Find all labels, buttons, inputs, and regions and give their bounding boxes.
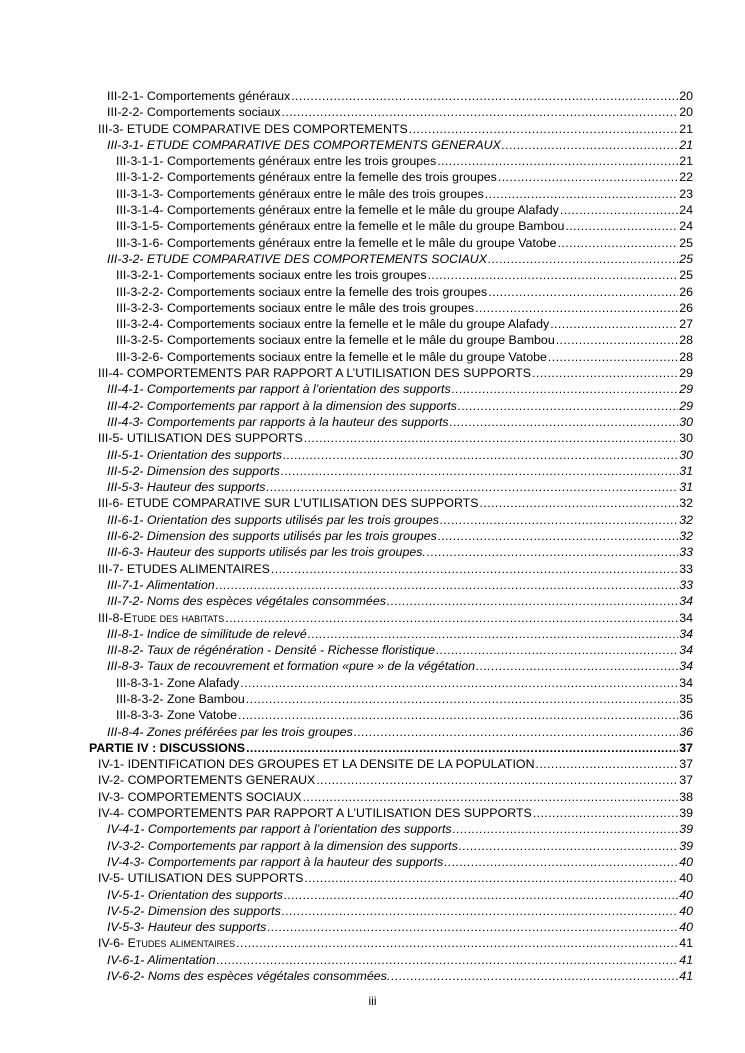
dot-leader [291, 88, 693, 104]
toc-entry-title: III-2-2- Comportements sociaux [107, 105, 281, 120]
toc-entry[interactable] [0, 561, 745, 577]
dot-leader [236, 935, 693, 951]
toc-entry-title: III-8-Etude des habitats [98, 610, 225, 625]
dot-leader [387, 593, 693, 609]
toc-entry[interactable] [0, 512, 745, 528]
toc-entry-page: 39 [679, 822, 693, 837]
dot-leader [271, 561, 693, 577]
toc-entry[interactable] [0, 919, 745, 935]
dot-leader [532, 365, 693, 381]
toc-entry-title: IV-3- COMPORTEMENTS SOCIAUX [98, 789, 302, 804]
toc-entry[interactable] [0, 838, 745, 854]
toc-entry[interactable] [0, 316, 745, 332]
toc-entry[interactable] [0, 218, 745, 234]
toc-entry-title: III-3-1-4- Comportements généraux entre la femelle et le mâle du groupe Alafady [116, 203, 559, 218]
toc-entry-page: 34 [679, 675, 693, 690]
toc-entry-page: 21 [679, 137, 693, 152]
toc-entry-page: 35 [679, 691, 693, 706]
dot-leader [560, 202, 693, 218]
toc-entry-title: III-8-3-1- Zone Alafady [116, 675, 240, 690]
dot-leader [444, 854, 693, 870]
toc-entry-page: 26 [679, 284, 693, 299]
toc-entry[interactable] [0, 724, 745, 740]
dot-leader [440, 512, 693, 528]
toc-entry-page: 23 [679, 186, 693, 201]
toc-entry[interactable] [0, 789, 745, 805]
toc-entry-title: III-4-1- Comportements par rapport à l’orientation des supports [107, 382, 451, 397]
toc-entry-title: III-7-2- Noms des espèces végétales consommées [107, 594, 386, 609]
toc-entry[interactable] [0, 463, 745, 479]
toc-entry-page: 40 [679, 887, 693, 902]
toc-entry[interactable] [0, 675, 745, 691]
toc-entry-page: 27 [679, 317, 693, 332]
toc-entry-page: 41 [679, 969, 693, 984]
toc-entry[interactable] [0, 577, 745, 593]
toc-entry-title: III-3-2-2- Comportements sociaux entre la femelle des trois groupes [116, 284, 488, 299]
toc-entry-title: III-8-3- Taux de recouvrement et formation «pure » de la végétation [107, 659, 476, 674]
toc-entry-page: 40 [679, 920, 693, 935]
toc-entry[interactable] [0, 479, 745, 495]
toc-entry-title: III-5-1- Orientation des supports [107, 447, 282, 462]
dot-leader [438, 528, 693, 544]
toc-entry-page: 34 [679, 643, 693, 658]
toc-entry-title: III-2-1- Comportements généraux [107, 89, 291, 103]
toc-entry-title: III-6-3- Hauteur des supports utilisés par les trois groupes. [107, 545, 426, 560]
toc-entry-page: 20 [679, 105, 693, 120]
toc-entry-page: 20 [679, 89, 693, 103]
dot-leader [556, 332, 693, 348]
dot-leader [304, 430, 693, 446]
dot-leader [488, 251, 693, 267]
toc-entry-title: III-3-2- ETUDE COMPARATIVE DES COMPORTEMENTS SOCIAUX [107, 251, 488, 266]
toc-entry-title: III-3-1-5- Comportements généraux entre la femelle et le mâle du groupe Bambou [116, 219, 565, 234]
toc-entry-title: IV-5-2- Dimension des supports [107, 903, 281, 918]
toc-entry-page: 33 [679, 545, 693, 560]
toc-entry[interactable] [0, 349, 745, 365]
toc-entry-title: IV-1- IDENTIFICATION DES GROUPES ET LA DENSITE DE LA POPULATION [98, 757, 535, 772]
toc-entry-title: III-6-1- Orientation des supports utilisés par les trois groupes [107, 512, 439, 527]
dot-leader [316, 772, 693, 788]
dot-leader [536, 756, 693, 772]
dot-leader [488, 284, 693, 300]
toc-entry-page: 32 [679, 529, 693, 544]
toc-entry-page: 32 [679, 512, 693, 527]
dot-leader [246, 691, 693, 707]
toc-entry-title: III-3-1-3- Comportements généraux entre le mâle des trois groupes [116, 186, 484, 201]
dot-leader [216, 577, 693, 593]
toc-entry-title: III-4- COMPORTEMENTS PAR RAPPORT A L’UTILISATION DES SUPPORTS [98, 366, 532, 381]
toc-entry-title: III-8-1- Indice de similitude de relevé [107, 626, 307, 641]
toc-entry-page: 25 [679, 251, 693, 266]
toc-entry-title: IV-4-3- Comportements par rapport à la hauteur des supports [107, 854, 444, 869]
toc-entry[interactable] [0, 381, 745, 397]
toc-entry-title: IV-2- COMPORTEMENTS GENERAUX [98, 773, 316, 788]
toc-entry-page: 24 [679, 219, 693, 234]
toc-entry-title: III-5-2- Dimension des supports [107, 463, 280, 478]
toc-entry-title: III-3-2-3- Comportements sociaux entre le mâle des trois groupes [116, 300, 475, 315]
dot-leader [428, 267, 693, 283]
toc-entry-page: 37 [679, 740, 693, 755]
dot-leader [480, 495, 693, 511]
toc-entry[interactable] [0, 772, 745, 788]
toc-entry-page: 37 [679, 757, 693, 772]
dot-leader [453, 821, 693, 837]
dot-leader [217, 952, 693, 968]
toc-entry[interactable] [0, 658, 745, 674]
toc-entry-page: 24 [679, 203, 693, 218]
toc-entry-page: 25 [679, 268, 693, 283]
toc-entry[interactable] [0, 365, 745, 381]
toc-entry-title: III-7-1- Alimentation [107, 577, 215, 592]
toc-entry-page: 40 [679, 854, 693, 869]
toc-entry-title: IV-5-1- Orientation des supports [107, 887, 283, 902]
toc-entry[interactable] [0, 447, 745, 463]
toc-entry-page: 29 [679, 398, 693, 413]
toc-entry-title: III-3-1-1- Comportements généraux entre les trois groupes [116, 154, 437, 169]
toc-entry-title: III-3-2-5- Comportements sociaux entre la femelle et le mâle du groupe Bambou [116, 333, 555, 348]
toc-entry-page: 32 [679, 496, 693, 511]
toc-entry[interactable] [0, 104, 745, 120]
toc-entry[interactable] [0, 300, 745, 316]
toc-entry-title: III-8-3-2- Zone Bambou [116, 691, 245, 706]
dot-leader [533, 805, 693, 821]
dot-leader [436, 642, 693, 658]
toc-entry-title: IV-6- Etudes alimentaires [98, 936, 236, 951]
toc-entry-title: III-8-3-3- Zone Vatobe [116, 708, 237, 723]
toc-entry-title: IV-3-2- Comportements par rapport à la dimension des supports [107, 838, 458, 853]
dot-leader [550, 316, 693, 332]
toc-entry-title: III-4-2- Comportements par rapport à la dimension des supports [107, 398, 457, 413]
toc-entry-page: 40 [679, 871, 693, 886]
toc-entry[interactable] [0, 887, 745, 903]
toc-entry-page: 37 [679, 773, 693, 788]
dot-leader [281, 463, 693, 479]
dot-leader [502, 137, 693, 153]
toc-entry-title: III-3-2-4- Comportements sociaux entre la femelle et le mâle du groupe Alafady [116, 317, 550, 332]
dot-leader [282, 104, 693, 120]
dot-leader [452, 381, 693, 397]
dot-leader [308, 626, 693, 642]
dot-leader [498, 169, 693, 185]
table-of-contents [0, 88, 745, 984]
dot-leader [476, 658, 693, 674]
page-number: iii [368, 994, 377, 1008]
dot-leader [450, 414, 693, 430]
dot-leader [548, 349, 693, 365]
toc-entry-title: III-3-1-2- Comportements généraux entre la femelle des trois groupes [116, 170, 497, 185]
toc-entry[interactable] [0, 169, 745, 185]
toc-entry-title: III-3-2-1- Comportements sociaux entre les trois groupes [116, 268, 427, 283]
toc-entry-title: III-4-3- Comportements par rapports à la hauteur des supports [107, 414, 449, 429]
dot-leader [266, 479, 693, 495]
toc-entry[interactable] [0, 952, 745, 968]
dot-leader [282, 903, 693, 919]
dot-leader [354, 724, 693, 740]
toc-entry[interactable] [0, 707, 745, 723]
toc-entry[interactable] [0, 870, 745, 886]
toc-entry[interactable] [0, 284, 745, 300]
toc-entry-page: 39 [679, 806, 693, 821]
toc-entry[interactable] [0, 430, 745, 446]
toc-entry-title: III-8-4- Zones préférées par les trois groupes [107, 724, 353, 739]
toc-entry-page: 40 [679, 903, 693, 918]
dot-leader [427, 544, 693, 560]
toc-entry-page: 21 [679, 121, 693, 136]
toc-entry-title: III-7- ETUDES ALIMENTAIRES [98, 561, 270, 576]
toc-entry-page: 29 [679, 382, 693, 397]
dot-leader [459, 838, 693, 854]
toc-entry-page: 34 [679, 610, 693, 625]
toc-entry-page: 34 [679, 659, 693, 674]
toc-entry-title: III-3-1-6- Comportements généraux entre la femelle et le mâle du groupe Vatobe [116, 235, 557, 250]
dot-leader [558, 235, 693, 251]
toc-entry-page: 26 [679, 300, 693, 315]
toc-entry-title: III-3-1- ETUDE COMPARATIVE DES COMPORTEMENTS GENERAUX [107, 137, 501, 152]
dot-leader [391, 968, 693, 984]
toc-entry-title: III-6- ETUDE COMPARATIVE SUR L’UTILISATION DES SUPPORTS [98, 496, 479, 511]
dot-leader [475, 300, 693, 316]
toc-entry-page: 36 [679, 724, 693, 739]
toc-entry-title: IV-4-1- Comportements par rapport à l’orientation des supports [107, 822, 452, 837]
toc-entry-page: 30 [679, 414, 693, 429]
toc-entry[interactable] [0, 332, 745, 348]
toc-entry-page: 34 [679, 626, 693, 641]
toc-entry-page: 38 [679, 789, 693, 804]
toc-entry-page: 33 [679, 577, 693, 592]
toc-entry-page: 41 [679, 936, 693, 951]
toc-entry-page: 31 [679, 463, 693, 478]
dot-leader [565, 218, 693, 234]
toc-entry-page: 34 [679, 594, 693, 609]
toc-entry-title: IV-6-1- Alimentation [107, 952, 216, 967]
toc-entry[interactable] [0, 495, 745, 511]
toc-entry-title: IV-5- UTILISATION DES SUPPORTS [98, 871, 304, 886]
dot-leader [284, 887, 693, 903]
dot-leader [283, 447, 693, 463]
toc-entry[interactable] [0, 398, 745, 414]
toc-entry-title: IV-6-2- Noms des espèces végétales consommées. [107, 969, 391, 984]
dot-leader [409, 121, 693, 137]
toc-entry[interactable] [0, 544, 745, 560]
toc-entry[interactable] [0, 691, 745, 707]
toc-entry-page: 22 [679, 170, 693, 185]
toc-entry[interactable] [0, 610, 745, 626]
toc-entry[interactable] [0, 935, 745, 951]
toc-entry-title: PARTIE IV : DISCUSSIONS [89, 740, 246, 755]
toc-entry-title: III-3-2-6- Comportements sociaux entre la femelle et le mâle du groupe Vatobe [116, 349, 547, 364]
toc-entry-title: III-5-3- Hauteur des supports [107, 480, 266, 495]
dot-leader [303, 789, 693, 805]
toc-entry-page: 30 [679, 447, 693, 462]
toc-entry[interactable] [0, 626, 745, 642]
dot-leader [267, 919, 693, 935]
dot-leader [304, 870, 693, 886]
toc-entry-page: 28 [679, 349, 693, 364]
toc-entry[interactable] [0, 186, 745, 202]
toc-entry[interactable] [0, 821, 745, 837]
toc-entry[interactable] [0, 903, 745, 919]
toc-entry[interactable] [0, 968, 745, 984]
toc-entry[interactable] [0, 251, 745, 267]
toc-entry-page: 33 [679, 561, 693, 576]
toc-entry[interactable] [0, 153, 745, 169]
toc-entry-page: 39 [679, 838, 693, 853]
toc-entry[interactable] [0, 642, 745, 658]
toc-entry-page: 30 [679, 431, 693, 446]
toc-entry[interactable] [0, 740, 745, 756]
toc-entry[interactable] [0, 137, 745, 153]
toc-entry[interactable] [0, 414, 745, 430]
dot-leader [437, 153, 693, 169]
toc-entry-page: 28 [679, 333, 693, 348]
toc-entry-title: IV-4- COMPORTEMENTS PAR RAPPORT A L’UTILISATION DES SUPPORTS [98, 806, 532, 821]
toc-entry-page: 25 [679, 235, 693, 250]
toc-entry-page: 21 [679, 154, 693, 169]
toc-entry[interactable] [0, 267, 745, 283]
toc-entry[interactable] [0, 593, 745, 609]
toc-entry-page: 31 [679, 480, 693, 495]
toc-entry-title: III-5- UTILISATION DES SUPPORTS [98, 431, 303, 446]
toc-entry-title: IV-5-3- Hauteur des supports [107, 920, 267, 935]
dot-leader [238, 707, 693, 723]
toc-entry[interactable] [0, 528, 745, 544]
dot-leader [485, 186, 693, 202]
toc-entry[interactable] [0, 805, 745, 821]
dot-leader [225, 610, 693, 626]
toc-entry[interactable] [0, 235, 745, 251]
toc-entry[interactable] [0, 756, 745, 772]
toc-entry[interactable] [0, 854, 745, 870]
toc-entry-page: 36 [679, 708, 693, 723]
dot-leader [246, 740, 693, 756]
toc-entry[interactable] [0, 88, 745, 104]
toc-entry-page: 29 [679, 366, 693, 381]
toc-entry[interactable] [0, 121, 745, 137]
dot-leader [458, 398, 693, 414]
dot-leader [240, 675, 693, 691]
toc-entry[interactable] [0, 202, 745, 218]
toc-entry-title: III-6-2- Dimension des supports utilisés par les trois groupes [107, 529, 437, 544]
toc-entry-page: 41 [679, 952, 693, 967]
toc-entry-title: III-8-2- Taux de régénération - Densité - Richesse floristique [107, 643, 436, 658]
toc-entry-title: III-3- ETUDE COMPARATIVE DES COMPORTEMENTS [98, 121, 408, 136]
